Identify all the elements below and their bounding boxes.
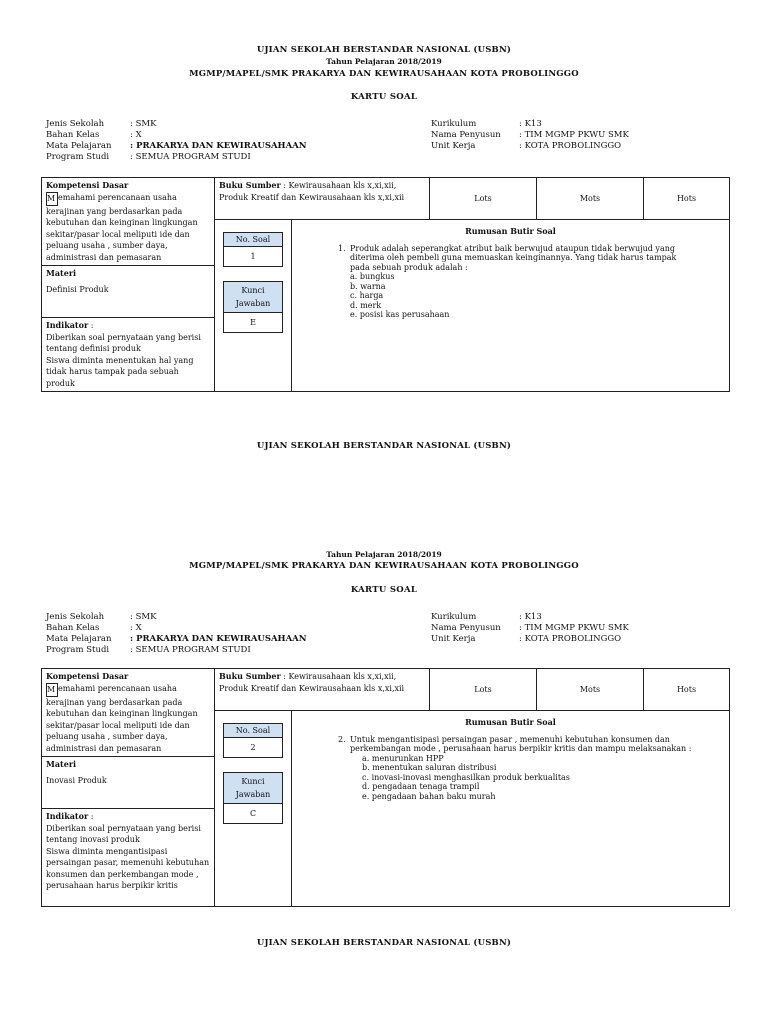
question-text: Untuk mengantisipasi persaingan pasar , memenuhi kebutuhan konsumen dan perkembangan mode , perusahaan harus berpikir kritis dan mampu melaksanakan : (350, 734, 692, 753)
kurikulum-value: : K13 (519, 612, 542, 622)
kompetensi-dasar-cell (42, 669, 215, 757)
bahan-kelas-label: Bahan Kelas (46, 130, 100, 140)
kompetensi-dasar-title: Kompetensi Dasar (46, 671, 129, 681)
indikator-text-1: Diberikan soal pernyataan yang berisi tentang definisi produk (46, 332, 201, 353)
indikator-title: Indikator (46, 320, 89, 330)
question-number: 1. (338, 243, 346, 253)
indikator-text-2: Siswa diminta menentukan hal yang tidak harus tampak pada sebuah produk (46, 355, 194, 388)
unit-kerja-label: Unit Kerja (431, 634, 476, 644)
kunci-label: Kunci (241, 286, 265, 295)
kd-text-a: emahami perencanaan usaha (58, 192, 177, 202)
jawaban-label: Jawaban (235, 299, 271, 308)
lots-label: Lots (474, 684, 492, 694)
bahan-kelas-value: : X (130, 130, 142, 140)
kd-text-a: emahami perencanaan usaha (58, 683, 177, 693)
option-b: b. menentukan saluran distribusi (362, 763, 497, 772)
kd-first-letter: M (46, 192, 58, 206)
tahun-pelajaran-2: Tahun Pelajaran 2018/2019 (326, 550, 442, 559)
lots-label: Lots (474, 193, 492, 203)
kunci-value: E (250, 318, 256, 327)
jenis-sekolah-label: Jenis Sekolah (46, 119, 105, 129)
no-soal-label: No. Soal (224, 233, 282, 247)
mots-label: Mots (579, 684, 601, 694)
kurikulum-label: Kurikulum (431, 119, 477, 129)
materi-title: Materi (46, 268, 77, 278)
materi-cell (42, 757, 215, 809)
kartu-soal-table-1 (41, 177, 730, 392)
kd-text-c: jinan yang berdasarkan pada kebutuhan dan keinginan lingkungan sekitar/pasar local meliputi ide dan peluang usaha , sumber daya, administrasi dan pemasaran (46, 697, 198, 753)
buku-sumber-title: Buku Sumber (219, 180, 281, 190)
school-info-right (431, 119, 629, 152)
kartu-soal-title: KARTU SOAL (350, 92, 418, 102)
question-number: 2. (338, 734, 346, 744)
option-e: e. pengadaan bahan baku murah (362, 791, 496, 801)
school-info-left (46, 119, 307, 163)
buku-sumber-value: : Kewirausahaan kls x,xi,xii, Produk Kreatif dan Kewirausahaan kls x,xi,xii (219, 181, 405, 202)
kd-text-c: jinan yang berdasarkan pada kebutuhan dan keinginan lingkungan sekitar/pasar local meliputi ide dan peluang usaha , sumber daya, administrasi dan pemasaran (46, 206, 198, 262)
mata-pelajaran-value: : PRAKARYA DAN KEWIRAUSAHAAN (130, 634, 307, 644)
no-soal-label: No. Soal (224, 724, 282, 738)
nama-penyusun-label: Nama Penyusun (431, 623, 501, 633)
kompetensi-dasar-title: Kompetensi Dasar (46, 180, 129, 190)
rumusan-cell (292, 220, 730, 392)
option-d: d. pengadaan tenaga trampil (362, 782, 480, 791)
buku-sumber-cell (215, 178, 430, 220)
buku-sumber-value: : Kewirausahaan kls x,xi,xii, Produk Kreatif dan Kewirausahaan kls x,xi,xii (219, 672, 405, 693)
indikator-text-1: Diberikan soal pernyataan yang berisi tentang inovasi produk (46, 823, 201, 844)
kd-text-b: kera (46, 697, 65, 707)
rumusan-title: Rumusan Butir Soal (465, 717, 556, 727)
school-info-left-2 (46, 612, 307, 656)
no-soal-cell (215, 220, 292, 392)
hots-cell (644, 178, 730, 220)
mata-pelajaran-label: Mata Pelajaran (46, 141, 112, 151)
kunci-value: C (249, 809, 257, 818)
mots-cell (537, 669, 644, 711)
jawaban-label: Jawaban (235, 790, 271, 799)
kartu-soal-title-2: KARTU SOAL (350, 585, 418, 595)
nama-penyusun-label: Nama Penyusun (431, 130, 501, 140)
program-studi-label: Program Studi (46, 645, 110, 655)
option-d: d. merk (350, 300, 382, 310)
usbn-title-3: UJIAN SEKOLAH BERSTANDAR NASIONAL (USBN) (256, 938, 512, 948)
indikator-cell (42, 318, 215, 392)
bahan-kelas-value: : X (130, 623, 142, 633)
mgmp-title: MGMP/MAPEL/SMK PRAKARYA DAN KEWIRAUSAHAAN KOTA PROBOLINGGO (189, 69, 579, 79)
rumusan-cell (292, 711, 730, 907)
jenis-sekolah-label: Jenis Sekolah (46, 612, 105, 622)
program-studi-value: : SEMUA PROGRAM STUDI (130, 645, 251, 655)
kd-first-letter: M (46, 683, 58, 697)
mata-pelajaran-label: Mata Pelajaran (46, 634, 112, 644)
mgmp-title-2: MGMP/MAPEL/SMK PRAKARYA DAN KEWIRAUSAHAAN KOTA PROBOLINGGO (189, 561, 579, 571)
indikator-text-2: Siswa diminta mengantisipasi persaingan pasar, memenuhi kebutuhan konsumen dan perkembangan mode , perusahaan harus berpikir kritis (46, 846, 210, 890)
mots-cell (537, 178, 644, 220)
question-text: Produk adalah seperangkat atribut baik berwujud ataupun tidak berwujud yang diterima oleh pembeli guna memuaskan keinginannya. Yang tidak harus tampak pada sebuah produk adalah : (350, 243, 677, 272)
materi-value: Inovasi Produk (46, 775, 107, 785)
option-b: b. warna (350, 281, 386, 291)
option-a: a. menurunkan HPP (362, 753, 444, 763)
unit-kerja-value: : KOTA PROBOLINGGO (519, 634, 622, 644)
kurikulum-value: : K13 (519, 119, 542, 129)
usbn-title-2: UJIAN SEKOLAH BERSTANDAR NASIONAL (USBN) (256, 441, 512, 451)
mata-pelajaran-value: : PRAKARYA DAN KEWIRAUSAHAAN (130, 141, 307, 151)
option-a: a. bungkus (350, 272, 395, 281)
no-soal-value: 2 (250, 743, 256, 752)
no-soal-box (223, 723, 283, 758)
no-soal-value: 1 (250, 252, 256, 261)
kompetensi-dasar-cell (42, 178, 215, 266)
indikator-cell (42, 809, 215, 907)
option-e: e. posisi kas perusahaan (350, 310, 450, 319)
materi-value: Definisi Produk (46, 284, 109, 294)
buku-sumber-cell (215, 669, 430, 711)
jenis-sekolah-value: : SMK (130, 119, 157, 129)
hots-label: Hots (676, 193, 697, 203)
rumusan-title: Rumusan Butir Soal (465, 226, 556, 236)
nama-penyusun-value: : TIM MGMP PKWU SMK (519, 130, 629, 140)
hots-label: Hots (676, 684, 697, 694)
lots-cell (430, 669, 537, 711)
indikator-colon: : (88, 812, 94, 821)
mots-label: Mots (579, 193, 601, 203)
buku-sumber-title: Buku Sumber (219, 671, 281, 681)
tahun-pelajaran: Tahun Pelajaran 2018/2019 (326, 57, 442, 66)
materi-cell (42, 266, 215, 318)
materi-title: Materi (46, 759, 77, 769)
indikator-title: Indikator (46, 811, 89, 821)
option-c: c. harga (350, 291, 384, 300)
nama-penyusun-value: : TIM MGMP PKWU SMK (519, 623, 629, 633)
unit-kerja-value: : KOTA PROBOLINGGO (519, 141, 622, 151)
school-info-right-2 (431, 612, 629, 645)
kunci-jawaban-box (223, 281, 283, 333)
kd-text-b: kera (46, 206, 65, 216)
no-soal-cell (215, 711, 292, 907)
kunci-label: Kunci (241, 777, 265, 786)
kurikulum-label: Kurikulum (431, 612, 477, 622)
option-c: c. inovasi-inovasi menghasilkan produk berkualitas (362, 772, 570, 782)
usbn-title: UJIAN SEKOLAH BERSTANDAR NASIONAL (USBN) (256, 45, 512, 55)
lots-cell (430, 178, 537, 220)
indikator-colon: : (88, 321, 94, 330)
jenis-sekolah-value: : SMK (130, 612, 157, 622)
unit-kerja-label: Unit Kerja (431, 141, 476, 151)
bahan-kelas-label: Bahan Kelas (46, 623, 100, 633)
kartu-soal-table-2 (41, 668, 730, 907)
hots-cell (644, 669, 730, 711)
program-studi-label: Program Studi (46, 152, 110, 162)
kunci-jawaban-box (223, 772, 283, 824)
no-soal-box (223, 232, 283, 267)
program-studi-value: : SEMUA PROGRAM STUDI (130, 152, 251, 162)
